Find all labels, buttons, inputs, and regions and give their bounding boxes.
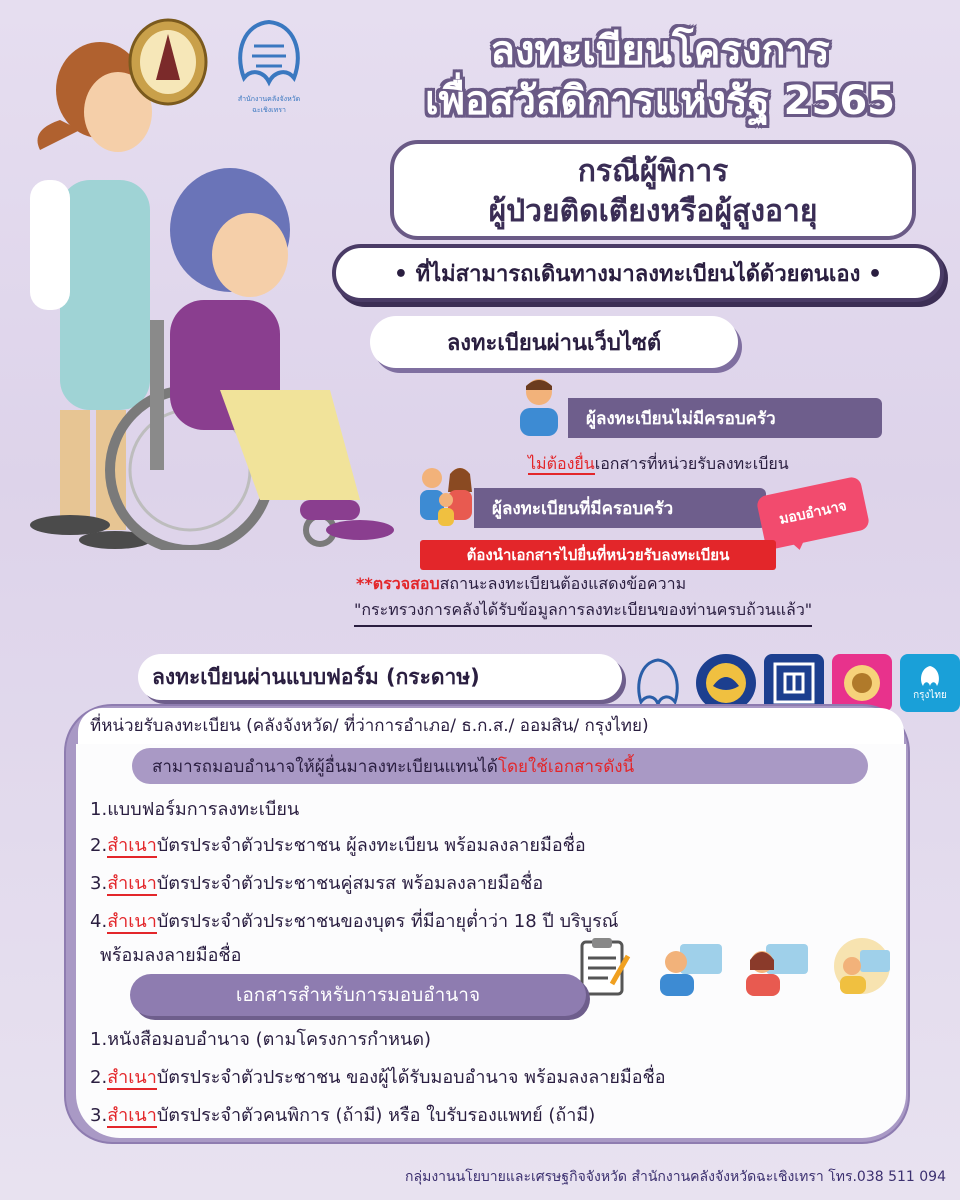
item-text: บัตรประจำตัวประชาชนคู่สมรส พร้อมลงลายมือชื่อ [156,873,544,894]
title-line-1: ลงทะเบียนโครงการ [490,28,830,74]
item-text: บัตรประจำตัวประชาชน ผู้ลงทะเบียน พร้อมลงลายมือชื่อ [156,835,586,856]
web-registration-heading: ลงทะเบียนผ่านเว็บไซต์ [370,316,738,368]
doc-list-item [90,868,543,897]
woman-id-card-icon [740,936,810,998]
subtitle-line-1: กรณีผู้พิการ [577,154,729,189]
no-document-note [528,452,789,477]
item-number: 3. [90,1105,108,1126]
treasury-logo-caption: สำนักงานคลังจังหวัดฉะเชิงเทรา [237,95,301,114]
document-icons [568,936,896,998]
doc-list-item [90,830,586,859]
provincial-treasury-logo [224,12,314,114]
item-text: แบบฟอร์มการลงทะเบียน [107,799,300,820]
no-document-red: ไม่ต้องยื่น [528,454,595,473]
no-document-rest: เอกสารที่หน่วยรับลงทะเบียน [594,454,789,473]
title-block [380,26,940,126]
item-copy-red: สำเนา [107,835,157,856]
item-number: 1. [90,1029,108,1050]
item-text: บัตรประจำตัวประชาชนของบุตร ที่มีอายุต่ำว่า 18 ปี บริบูรณ์ [156,911,619,932]
item-copy-red: สำเนา [107,873,157,894]
status-message-quote: "กระทรวงการคลังได้รับข้อมูลการลงทะเบียนของท่านครบถ้วนแล้ว" [354,598,812,627]
krungthai-logo [900,654,960,712]
proxy-red-text: โดยใช้เอกสารดังนี้ [497,756,635,777]
proxy-bubble-tail [785,532,812,553]
proxy-allowed-bar [132,748,868,784]
item-copy-red: สำเนา [107,1067,157,1088]
check-status-note [356,572,686,597]
title-line-2: เพื่อสวัสดิการแห่งรัฐ 2565 [425,78,895,124]
no-family-tag: ผู้ลงทะเบียนไม่มีครอบครัว [568,398,882,438]
item4-continuation: พร้อมลงลายมือชื่อ [100,945,242,966]
item-number: 3. [90,873,108,894]
item-text: บัตรประจำตัวประชาชน ของผู้ได้รับมอบอำนาจ พร้อมลงลายมือชื่อ [156,1067,666,1088]
paper-form-heading: ลงทะเบียนผ่านแบบฟอร์ม (กระดาษ) [138,654,622,700]
proxy-doc-item [90,1062,666,1091]
province-seal-logo [128,18,208,106]
item-number: 1. [90,799,108,820]
check-status-rest: สถานะลงทะเบียนต้องแสดงข้อความ [439,574,687,593]
item-text: บัตรประจำตัวคนพิการ (ถ้ามี) หรือ ใบรับรองแพทย์ (ถ้ามี) [156,1105,596,1126]
proxy-doc-item [90,1100,595,1129]
item-copy-red: สำเนา [107,1105,157,1126]
subtitle-line-2: ผู้ป่วยติดเตียงหรือผู้สูงอายุ [488,194,818,229]
title-subtitle-box [390,140,916,240]
krungthai-label: กรุงไทย [913,689,947,701]
proxy-documents-heading: เอกสารสำหรับการมอบอำนาจ [130,974,586,1016]
must-submit-documents-bar: ต้องนำเอกสารไปยื่นที่หน่วยรับลงทะเบียน [420,540,776,570]
proxy-text: สามารถมอบอำนาจให้ผู้อื่นมาลงทะเบียนแทนได้ [152,756,498,777]
registration-agencies: ที่หน่วยรับลงทะเบียน (คลังจังหวัด/ ที่ว่าการอำเภอ/ ธ.ก.ส./ ออมสิน/ กรุงไทย) [90,716,649,736]
doc-list-item [90,906,618,935]
item-number: 2. [90,1067,108,1088]
man-id-card-icon [654,936,724,998]
check-status-red: **ตรวจสอบ [356,574,440,593]
with-family-tag: ผู้ลงทะเบียนที่มีครอบครัว [474,488,766,528]
item-copy-red: สำเนา [107,911,157,932]
single-person-icon [516,376,562,436]
child-id-card-icon [826,936,896,998]
proxy-speech-bubble: มอบอำนาจ [756,476,871,551]
doc-list-item [90,794,299,823]
item-number: 2. [90,835,108,856]
family-icon [414,462,480,528]
item-text: หนังสือมอบอำนาจ (ตามโครงการกำหนด) [107,1029,432,1050]
item-number: 4. [90,911,108,932]
unable-to-travel-banner: • ที่ไม่สามารถเดินทางมาลงทะเบียนได้ด้วยตนเอง • [332,244,944,302]
footer-contact: กลุ่มงานนโยบายและเศรษฐกิจจังหวัด สำนักงานคลังจังหวัดฉะเชิงเทรา โทร.038 511 094 [405,1169,946,1185]
proxy-doc-item [90,1024,431,1053]
